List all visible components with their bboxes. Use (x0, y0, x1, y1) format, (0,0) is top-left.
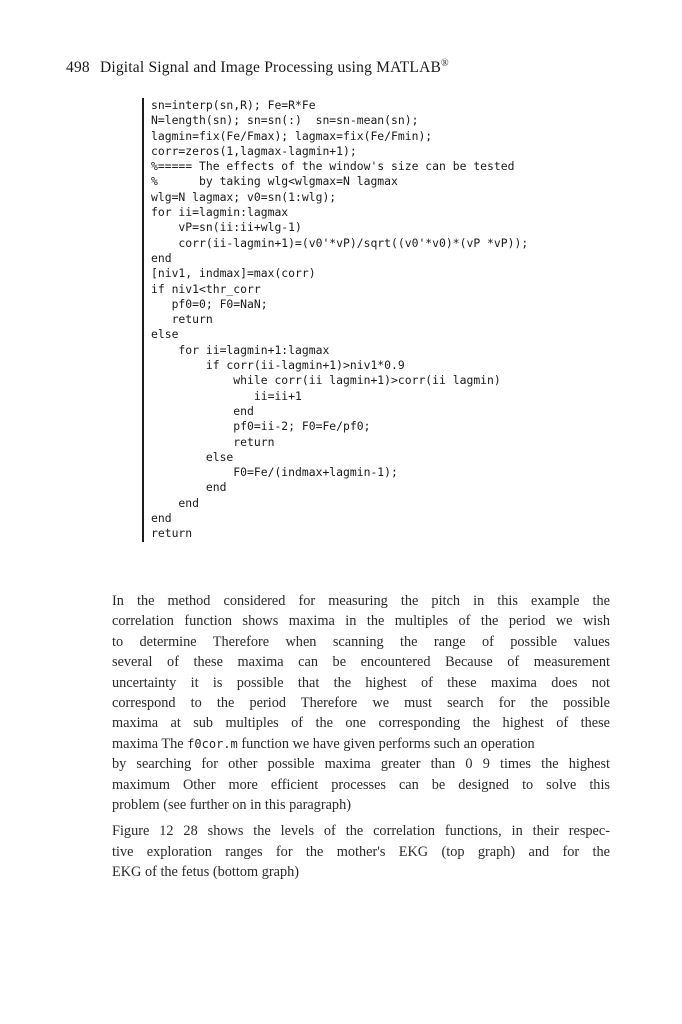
body-text (112, 591, 610, 882)
text-line: several of these maxima can be encountered Because of measurement (112, 654, 610, 671)
code-line: end (151, 511, 172, 526)
code-line: corr(ii-lagmin+1)=(v0'*vP)/sqrt((v0'*v0)*(vP *vP)); (151, 235, 529, 250)
text-segment: maxima The (112, 735, 188, 752)
code-line: else (151, 449, 234, 464)
text-line: problem (see further on in this paragraph) (112, 796, 351, 813)
inline-code-function: f0cor.m (187, 736, 238, 751)
code-line: if corr(ii-lagmin+1)>niv1*0.9 (151, 358, 405, 373)
code-line: for ii=lagmin+1:lagmax (151, 342, 330, 357)
code-line: end (151, 250, 172, 265)
text-line: In the method considered for measuring the pitch in this example the (112, 593, 610, 609)
code-line: sn=interp(sn,R); Fe=R*Fe (151, 98, 316, 112)
text-line: EKG of the fetus (bottom graph) (112, 864, 300, 881)
code-line: return (151, 312, 213, 327)
book-title: Digital Signal and Image Processing using MATLAB (99, 59, 442, 77)
registered-mark: ® (441, 58, 449, 69)
text-line: tive exploration ranges for the mother's EKG (top graph) and for the (112, 843, 610, 860)
text-segment: function we have given performs such an operation (237, 735, 535, 752)
code-line: end (151, 403, 254, 418)
text-line: correspond to the period Therefore we must search for the possible (112, 694, 610, 711)
code-line: pf0=0; F0=NaN; (151, 296, 268, 311)
code-line: pf0=ii-2; F0=Fe/pf0; (151, 419, 371, 434)
code-line: F0=Fe/(indmax+lagmin-1); (151, 465, 398, 480)
code-line: return (151, 526, 193, 541)
page-number: 498 (66, 59, 90, 77)
text-line: uncertainty it is possible that the highest of these maxima does not (112, 674, 610, 691)
code-line: for ii=lagmin:lagmax (151, 205, 289, 220)
code-line: %===== The effects of the window's size can be tested (151, 159, 515, 174)
text-line (112, 734, 610, 754)
code-line: if niv1<thr_corr (151, 281, 261, 296)
code-line: lagmin=fix(Fe/Fmax); lagmax=fix(Fe/Fmin); (151, 128, 433, 143)
text-line: maximum Other more efficient processes can be designed to solve this (112, 776, 610, 793)
code-line: corr=zeros(1,lagmax-lagmin+1); (151, 143, 357, 158)
code-line: ii=ii+1 (151, 388, 302, 403)
matlab-code-listing (142, 98, 621, 542)
text-line: to determine Therefore when scanning the range of possible values (112, 633, 610, 650)
code-line: % by taking wlg<wlgmax=N lagmax (151, 174, 398, 189)
code-line: [niv1, indmax]=max(corr) (151, 266, 316, 281)
code-line: return (151, 434, 275, 449)
running-header (66, 58, 626, 77)
text-line: by searching for other possible maxima greater than 0 9 times the highest (112, 756, 610, 773)
code-line: end (151, 495, 200, 510)
code-line: N=length(sn); sn=sn(:) sn=sn-mean(sn); (151, 113, 419, 128)
code-line: else (151, 327, 179, 342)
code-line: vP=sn(ii:ii+wlg-1) (151, 220, 302, 235)
code-line: end (151, 480, 227, 495)
text-line: Figure 12 28 shows the levels of the correlation functions, in their respec- (112, 823, 610, 840)
code-line: while corr(ii lagmin+1)>corr(ii lagmin) (151, 373, 501, 388)
paragraph (112, 591, 610, 815)
paragraph (112, 821, 610, 882)
text-line: maxima at sub multiples of the one corresponding the highest of these (112, 715, 610, 732)
code-line: wlg=N lagmax; v0=sn(1:wlg); (151, 189, 337, 204)
text-line: correlation function shows maxima in the multiples of the period we wish (112, 613, 610, 630)
